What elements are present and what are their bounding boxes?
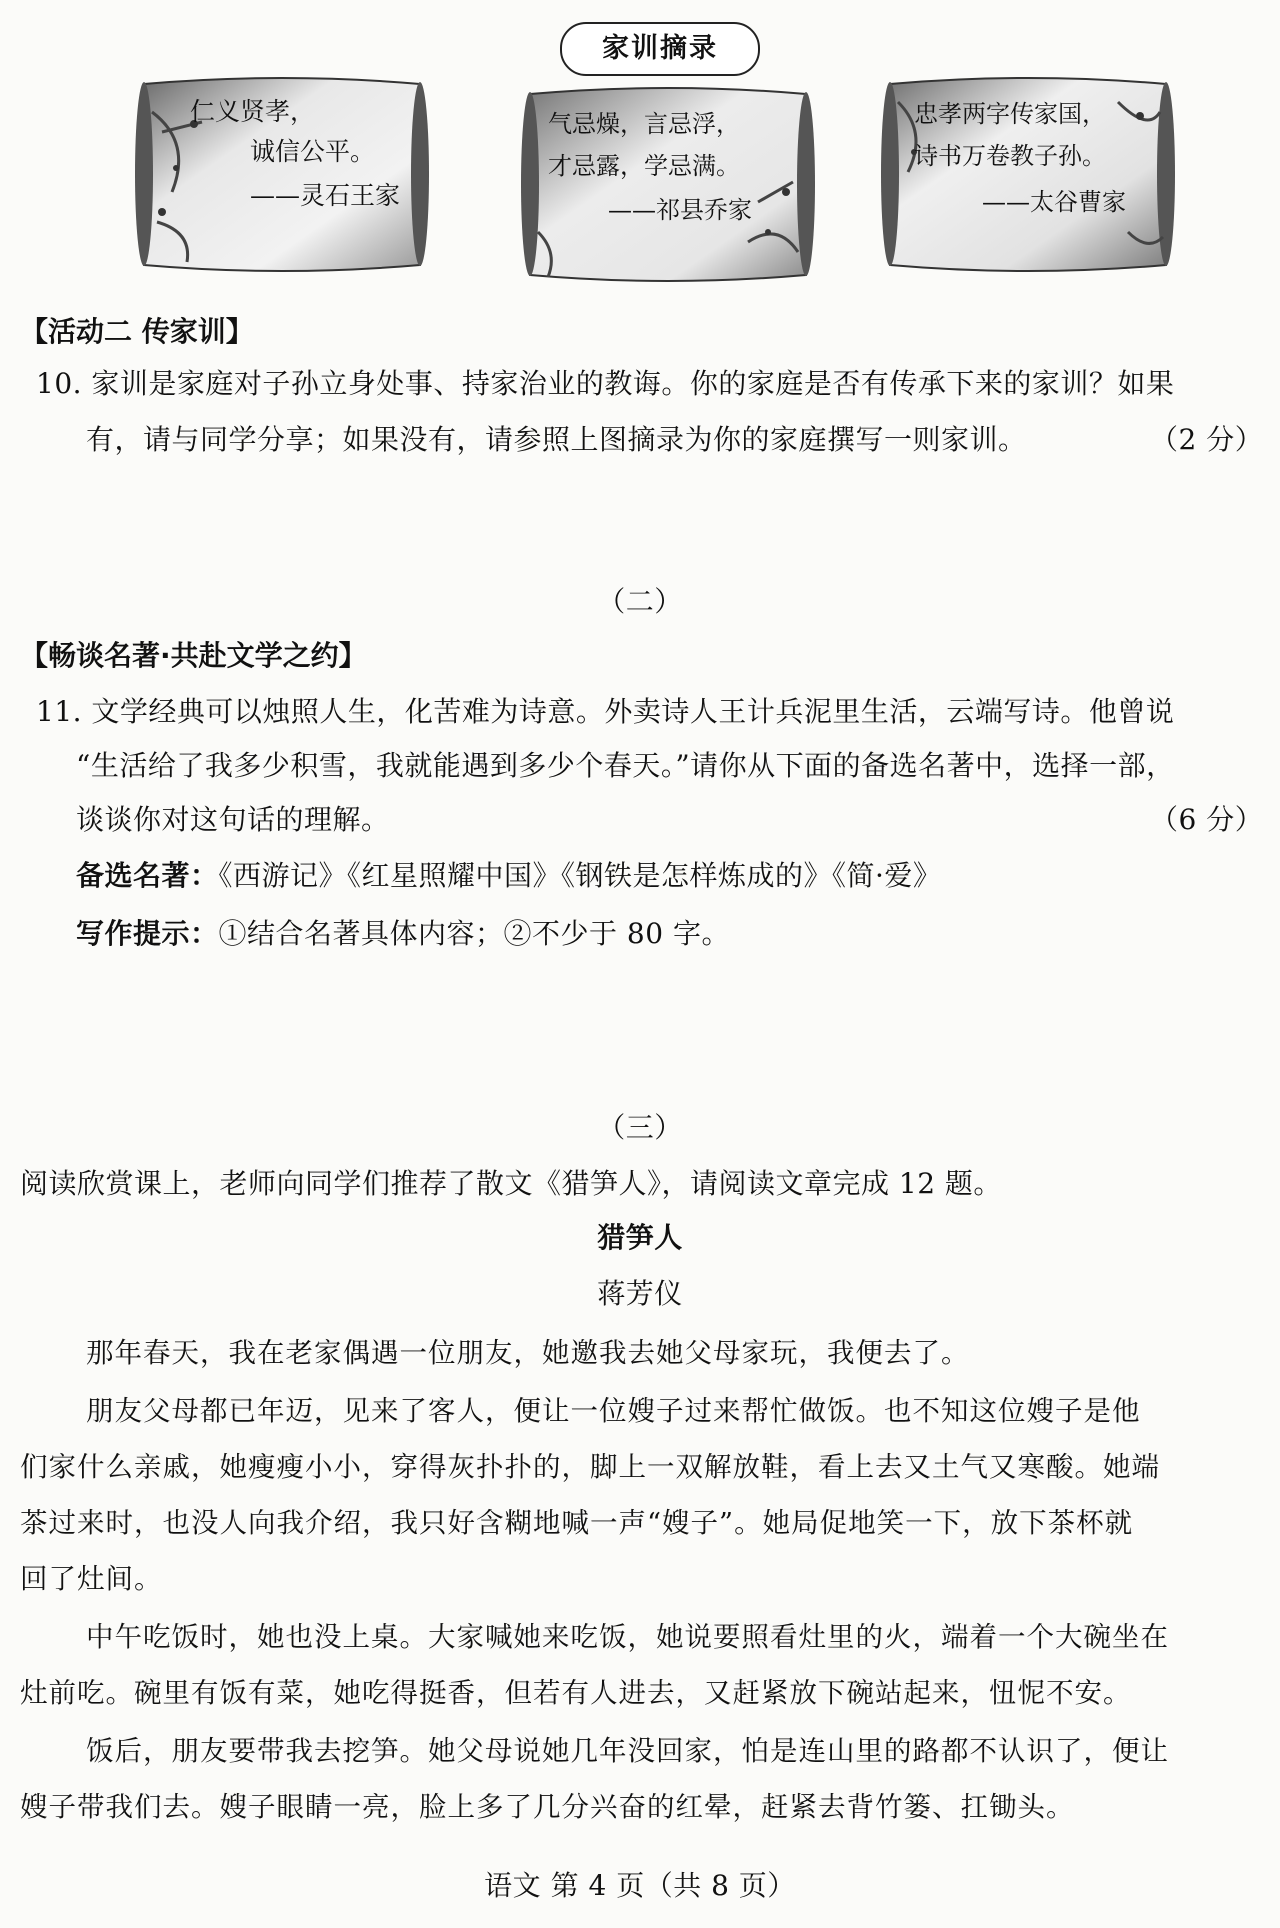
page-footer: 语文 第 4 页（共 8 页）	[484, 1869, 796, 1902]
article-paragraph-line: 灶前吃。碗里有饭有菜，她吃得挺香，但若有人进去，又赶紧放下碗站起来，忸怩不安。	[20, 1677, 1132, 1709]
article-title: 猎笋人	[597, 1221, 683, 1254]
scroll-line: 气忌燥，言忌浮，	[548, 110, 740, 138]
article-paragraph-line: 茶过来时，也没人向我介绍，我只好含糊地喊一声“嫂子”。她局促地笑一下，放下茶杯就	[20, 1507, 1134, 1539]
part-number: （二）	[597, 585, 683, 618]
writing-tips	[76, 912, 730, 952]
scroll-line: 仁义贤孝，	[190, 97, 316, 126]
question-10-text: 有，请与同学分享；如果没有，请参照上图摘录为你的家庭撰写一则家训。	[86, 423, 1027, 456]
scroll-attribution: ——灵石王家	[250, 181, 401, 210]
activity-heading: 【活动二 传家训】	[20, 315, 254, 348]
scroll-line: 诗书万卷教子孙。	[914, 142, 1106, 170]
scroll-attribution: ——祁县乔家	[608, 196, 752, 224]
writing-tips-label: 写作提示：	[76, 917, 219, 950]
book-options-label: 备选名著：	[76, 859, 219, 892]
article-paragraph-line: 回了灶间。	[20, 1563, 163, 1595]
part-heading: 【畅谈名著·共赴文学之约】	[20, 639, 367, 672]
question-11-text: 11. 文学经典可以烛照人生，化苦难为诗意。外卖诗人王计兵泥里生活，云端写诗。他曾说	[36, 695, 1175, 728]
article-paragraph-line: 嫂子带我们去。嫂子眼睛一亮，脸上多了几分兴奋的红晕，赶紧去背竹篓、扛锄头。	[20, 1791, 1075, 1823]
article-paragraph-line: 们家什么亲戚，她瘦瘦小小，穿得灰扑扑的，脚上一双解放鞋，看上去又土气又寒酸。她端	[20, 1451, 1160, 1483]
scroll-line: 诚信公平。	[250, 137, 376, 166]
article-paragraph-line: 朋友父母都已年迈，见来了客人，便让一位嫂子过来帮忙做饭。也不知这位嫂子是他	[86, 1395, 1141, 1427]
scroll-line: 忠孝两字传家国，	[914, 100, 1106, 128]
article-author: 蒋芳仪	[597, 1277, 683, 1310]
book-list: 《西游记》《红星照耀中国》《钢铁是怎样炼成的》《简·爱》	[218, 859, 942, 892]
reading-intro: 阅读欣赏课上，老师向同学们推荐了散文《猎笋人》，请阅读文章完成 12 题。	[20, 1167, 1002, 1200]
question-10-text: 10. 家训是家庭对子孙立身处事、持家治业的教诲。你的家庭是否有传承下来的家训？如果	[36, 367, 1175, 400]
scroll-attribution: ——太谷曹家	[982, 188, 1126, 216]
scroll-card	[878, 72, 1178, 277]
scroll-card	[518, 82, 818, 287]
scroll-line: 才忌露，学忌满。	[548, 152, 740, 180]
section-badge: 家训摘录	[560, 22, 760, 76]
scroll-card	[132, 72, 432, 277]
article-paragraph-line: 饭后，朋友要带我去挖笋。她父母说她几年没回家，怕是连山里的路都不认识了，便让	[86, 1735, 1169, 1767]
article-paragraph-line: 那年春天，我在老家偶遇一位朋友，她邀我去她父母家玩，我便去了。	[86, 1337, 970, 1369]
book-options	[76, 854, 941, 894]
writing-tips-text: ①结合名著具体内容；②不少于 80 字。	[218, 917, 730, 950]
part-number: （三）	[597, 1111, 683, 1144]
question-11-text: “生活给了我多少积雪，我就能遇到多少个春天。”请你从下面的备选名著中，选择一部，	[76, 749, 1175, 782]
question-score: （2 分）	[1150, 423, 1264, 456]
article-paragraph-line: 中午吃饭时，她也没上桌。大家喊她来吃饭，她说要照看灶里的火，端着一个大碗坐在	[86, 1621, 1169, 1653]
question-score: （6 分）	[1150, 803, 1264, 836]
question-11-text: 谈谈你对这句话的理解。	[76, 803, 390, 836]
